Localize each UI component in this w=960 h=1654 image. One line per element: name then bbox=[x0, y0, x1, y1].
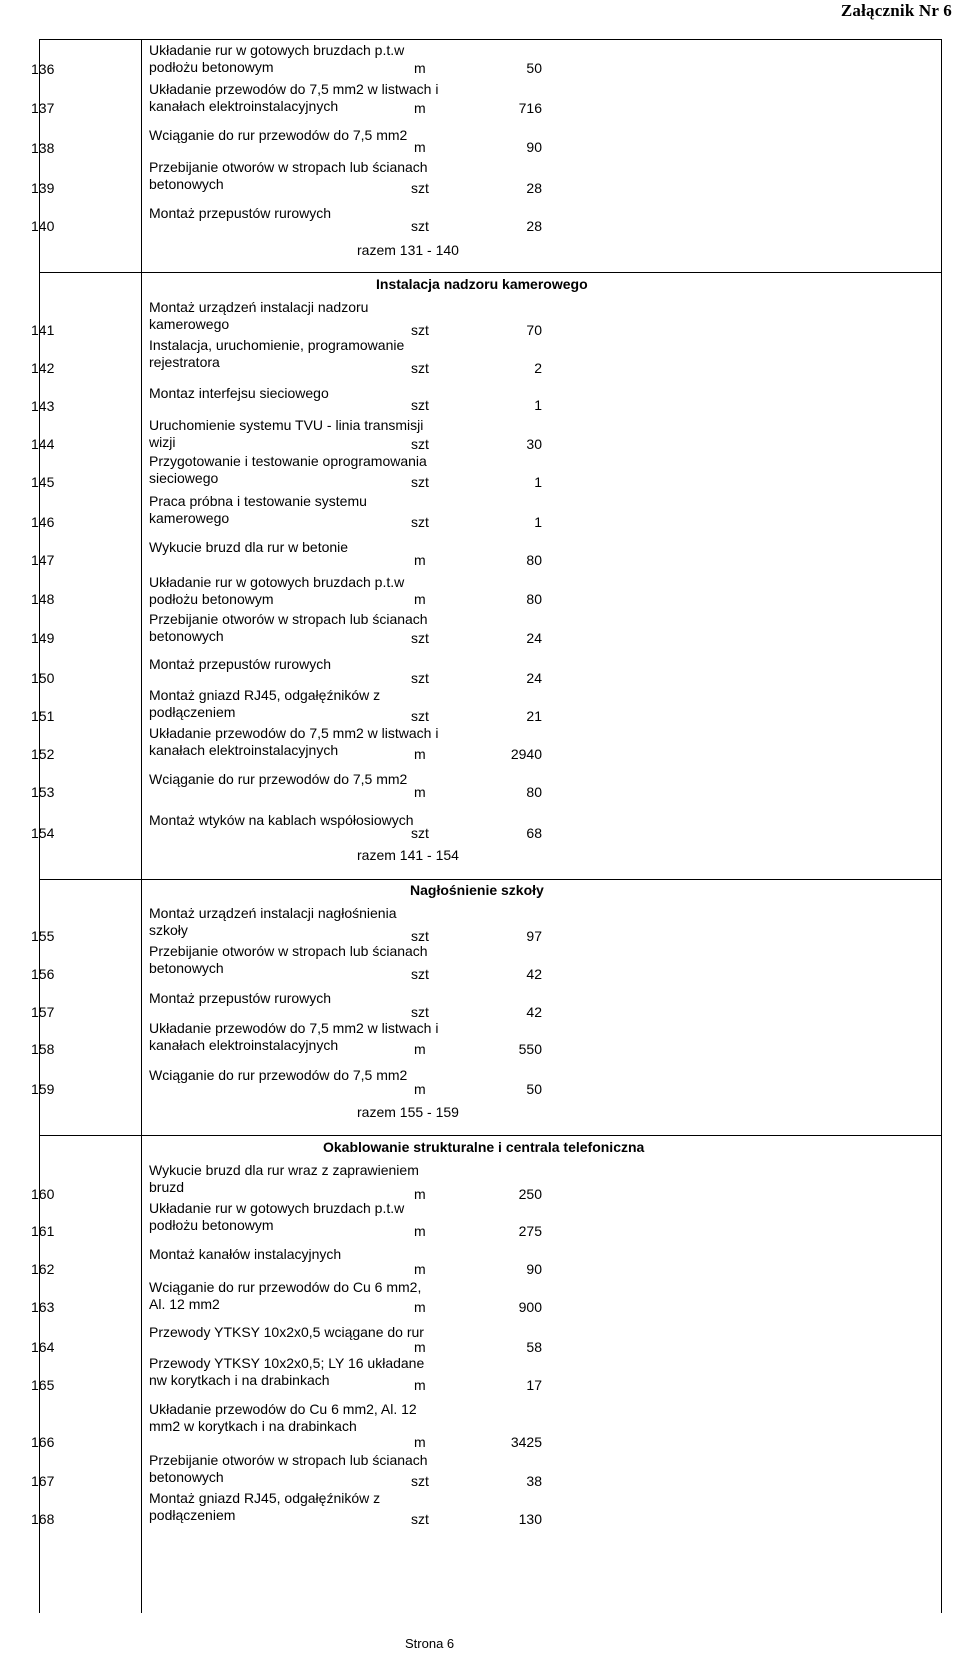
row-unit: szt bbox=[411, 825, 429, 841]
row-quantity: 24 bbox=[526, 630, 542, 646]
row-description: Wciąganie do rur przewodów do 7,5 mm2 bbox=[149, 1067, 408, 1083]
row-quantity: 68 bbox=[526, 825, 542, 841]
row-description: Montaż wtyków na kablach współosiowych bbox=[149, 812, 414, 828]
section-separator bbox=[39, 272, 942, 273]
row-quantity: 1 bbox=[534, 397, 542, 413]
row-unit: szt bbox=[411, 1511, 429, 1527]
subtotal-label: razem 155 - 159 bbox=[357, 1104, 459, 1120]
row-unit: m bbox=[414, 591, 426, 607]
row-quantity: 58 bbox=[526, 1339, 542, 1355]
row-quantity: 130 bbox=[518, 1511, 542, 1527]
row-quantity: 90 bbox=[526, 139, 542, 155]
row-unit: m bbox=[414, 784, 426, 800]
row-quantity: 900 bbox=[518, 1299, 542, 1315]
row-unit: m bbox=[414, 1041, 426, 1057]
row-unit: m bbox=[414, 1299, 426, 1315]
row-quantity: 80 bbox=[526, 552, 542, 568]
row-quantity: 50 bbox=[526, 1081, 542, 1097]
row-description: Przewody YTKSY 10x2x0,5 wciągane do rur bbox=[149, 1324, 424, 1340]
row-unit: szt bbox=[411, 180, 429, 196]
row-description: Wykucie bruzd dla rur w betonie bbox=[149, 539, 349, 555]
row-number: 162 bbox=[31, 1261, 55, 1277]
row-description: Układanie przewodów do 7,5 mm2 w listwach i kanałach elektroinstalacyjnych bbox=[149, 81, 439, 114]
row-number: 140 bbox=[31, 218, 55, 234]
subtotal-label: razem 131 - 140 bbox=[357, 242, 459, 258]
section-heading: Okablowanie strukturalne i centrala telefoniczna bbox=[323, 1139, 645, 1155]
row-quantity: 1 bbox=[534, 474, 542, 490]
row-description: Układanie rur w gotowych bruzdach p.t.w podłożu betonowym bbox=[149, 574, 405, 607]
row-quantity: 21 bbox=[526, 708, 542, 724]
row-quantity: 70 bbox=[526, 322, 542, 338]
row-number: 151 bbox=[31, 708, 55, 724]
row-description: Uruchomienie systemu TVU - linia transmisji wizji bbox=[149, 417, 424, 450]
row-unit: szt bbox=[411, 514, 429, 530]
row-number: 152 bbox=[31, 746, 55, 762]
row-unit: m bbox=[414, 1223, 426, 1239]
row-description: Montaż gniazd RJ45, odgałęźników z podłączeniem bbox=[149, 1490, 381, 1523]
row-description: Układanie przewodów do 7,5 mm2 w listwach i kanałach elektroinstalacyjnych bbox=[149, 1020, 439, 1053]
row-number: 141 bbox=[31, 322, 55, 338]
section-separator bbox=[39, 879, 942, 880]
row-description: Montaż kanałów instalacyjnych bbox=[149, 1246, 342, 1262]
attachment-label: Załącznik Nr 6 bbox=[840, 1, 952, 20]
subtotal-label: razem 141 - 154 bbox=[357, 847, 459, 863]
row-description: Przebijanie otworów w stropach lub ścianach betonowych bbox=[149, 611, 428, 644]
row-number: 166 bbox=[31, 1434, 55, 1450]
row-quantity: 90 bbox=[526, 1261, 542, 1277]
row-unit: m bbox=[414, 1261, 426, 1277]
row-unit: szt bbox=[411, 436, 429, 452]
row-number: 146 bbox=[31, 514, 55, 530]
row-quantity: 50 bbox=[526, 60, 542, 76]
row-number: 138 bbox=[31, 140, 55, 156]
row-unit: szt bbox=[411, 1004, 429, 1020]
row-number: 150 bbox=[31, 670, 55, 686]
row-description: Praca próbna i testowanie systemu kamerowego bbox=[149, 493, 367, 526]
row-unit: m bbox=[414, 1081, 426, 1097]
row-number: 137 bbox=[31, 100, 55, 116]
row-number: 163 bbox=[31, 1299, 55, 1315]
row-description: Układanie przewodów do Cu 6 mm2, Al. 12 mm2 w korytkach i na drabinkach bbox=[149, 1401, 417, 1434]
row-quantity: 250 bbox=[518, 1186, 542, 1202]
row-unit: m bbox=[414, 1434, 426, 1450]
row-quantity: 42 bbox=[526, 1004, 542, 1020]
row-number: 153 bbox=[31, 784, 55, 800]
row-unit: szt bbox=[411, 397, 429, 413]
row-unit: m bbox=[414, 139, 426, 155]
row-description: Przebijanie otworów w stropach lub ścianach betonowych bbox=[149, 1452, 428, 1485]
row-quantity: 3425 bbox=[510, 1434, 542, 1450]
row-number: 164 bbox=[31, 1339, 55, 1355]
number-column-border bbox=[39, 39, 142, 1613]
row-description: Przewody YTKSY 10x2x0,5; LY 16 układane nw korytkach i na drabinkach bbox=[149, 1355, 425, 1388]
row-unit: m bbox=[414, 552, 426, 568]
row-unit: m bbox=[414, 1186, 426, 1202]
row-description: Przygotowanie i testowanie oprogramowania sieciowego bbox=[149, 453, 427, 486]
row-number: 157 bbox=[31, 1004, 55, 1020]
row-quantity: 42 bbox=[526, 966, 542, 982]
row-unit: szt bbox=[411, 928, 429, 944]
row-unit: m bbox=[414, 60, 426, 76]
row-number: 155 bbox=[31, 928, 55, 944]
section-heading: Nagłośnienie szkoły bbox=[410, 882, 544, 898]
row-number: 142 bbox=[31, 360, 55, 376]
row-unit: m bbox=[414, 1339, 426, 1355]
row-quantity: 550 bbox=[518, 1041, 542, 1057]
row-quantity: 28 bbox=[526, 218, 542, 234]
row-number: 145 bbox=[31, 474, 55, 490]
row-unit: szt bbox=[411, 474, 429, 490]
row-description: Przebijanie otworów w stropach lub ścianach betonowych bbox=[149, 159, 428, 192]
row-description: Montaż przepustów rurowych bbox=[149, 205, 332, 221]
row-number: 136 bbox=[31, 61, 55, 77]
row-unit: szt bbox=[411, 360, 429, 376]
row-unit: szt bbox=[411, 1473, 429, 1489]
row-unit: m bbox=[414, 100, 426, 116]
row-description: Montaż przepustów rurowych bbox=[149, 656, 332, 672]
row-unit: m bbox=[414, 1377, 426, 1393]
row-number: 159 bbox=[31, 1081, 55, 1097]
row-number: 167 bbox=[31, 1473, 55, 1489]
row-quantity: 24 bbox=[526, 670, 542, 686]
row-number: 158 bbox=[31, 1041, 55, 1057]
row-unit: szt bbox=[411, 670, 429, 686]
row-unit: szt bbox=[411, 322, 429, 338]
row-description: Instalacja, uruchomienie, programowanie rejestratora bbox=[149, 337, 405, 370]
row-description: Wykucie bruzd dla rur wraz z zaprawieniem bruzd bbox=[149, 1162, 419, 1195]
section-separator bbox=[39, 1135, 942, 1136]
row-number: 154 bbox=[31, 825, 55, 841]
row-quantity: 80 bbox=[526, 591, 542, 607]
row-number: 149 bbox=[31, 630, 55, 646]
row-quantity: 30 bbox=[526, 436, 542, 452]
row-description: Wciąganie do rur przewodów do 7,5 mm2 bbox=[149, 127, 408, 143]
row-number: 144 bbox=[31, 436, 55, 452]
row-unit: szt bbox=[411, 218, 429, 234]
page-footer: Strona 6 bbox=[405, 1636, 455, 1651]
row-quantity: 716 bbox=[518, 100, 542, 116]
row-quantity: 80 bbox=[526, 784, 542, 800]
row-description: Układanie przewodów do 7,5 mm2 w listwach i kanałach elektroinstalacyjnych bbox=[149, 725, 439, 758]
row-quantity: 2 bbox=[534, 360, 542, 376]
row-description: Układanie rur w gotowych bruzdach p.t.w podłożu betonowym bbox=[149, 1200, 405, 1233]
row-number: 143 bbox=[31, 398, 55, 414]
row-description: Montaż urządzeń instalacji nadzoru kamerowego bbox=[149, 299, 369, 332]
row-description: Montaz interfejsu sieciowego bbox=[149, 385, 329, 401]
row-quantity: 275 bbox=[518, 1223, 542, 1239]
row-unit: szt bbox=[411, 630, 429, 646]
row-number: 168 bbox=[31, 1511, 55, 1527]
row-description: Montaż urządzeń instalacji nagłośnienia szkoły bbox=[149, 905, 397, 938]
row-unit: m bbox=[414, 746, 426, 762]
row-number: 147 bbox=[31, 552, 55, 568]
row-description: Montaż przepustów rurowych bbox=[149, 990, 332, 1006]
row-number: 156 bbox=[31, 966, 55, 982]
row-quantity: 28 bbox=[526, 180, 542, 196]
row-quantity: 97 bbox=[526, 928, 542, 944]
row-description: Wciąganie do rur przewodów do Cu 6 mm2, Al. 12 mm2 bbox=[149, 1279, 422, 1312]
section-heading: Instalacja nadzoru kamerowego bbox=[376, 276, 588, 292]
row-quantity: 2940 bbox=[510, 746, 542, 762]
row-quantity: 1 bbox=[534, 514, 542, 530]
row-description: Przebijanie otworów w stropach lub ścianach betonowych bbox=[149, 943, 428, 976]
row-number: 139 bbox=[31, 180, 55, 196]
row-number: 165 bbox=[31, 1377, 55, 1393]
row-number: 161 bbox=[31, 1223, 55, 1239]
row-description: Montaż gniazd RJ45, odgałęźników z podłączeniem bbox=[149, 687, 381, 720]
row-description: Wciąganie do rur przewodów do 7,5 mm2 bbox=[149, 771, 408, 787]
row-quantity: 17 bbox=[526, 1377, 542, 1393]
row-quantity: 38 bbox=[526, 1473, 542, 1489]
row-number: 148 bbox=[31, 591, 55, 607]
row-number: 160 bbox=[31, 1186, 55, 1202]
row-description: Układanie rur w gotowych bruzdach p.t.w podłożu betonowym bbox=[149, 42, 405, 75]
row-unit: szt bbox=[411, 966, 429, 982]
row-unit: szt bbox=[411, 708, 429, 724]
